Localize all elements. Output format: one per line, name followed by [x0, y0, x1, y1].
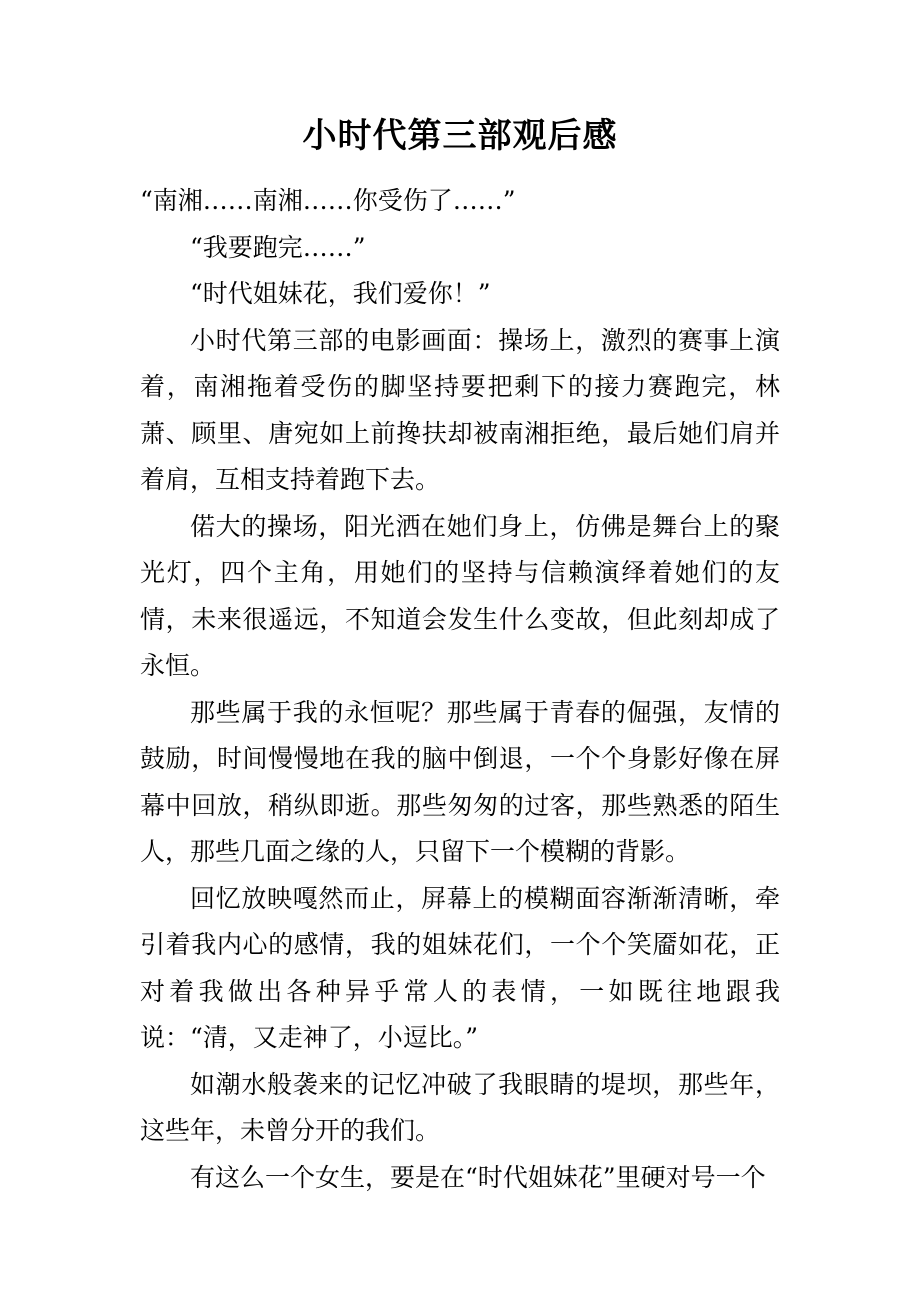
paragraph: 回忆放映嘎然而止，屏幕上的模糊面容渐渐清晰，牵引着我内心的感情，我的姐妹花们，一个个笑靥如花，正对着我做出各种异乎常人的表情，一如既往地跟我说：“清，又走神了，小逗比。”	[140, 883, 780, 1052]
paragraph: 那些属于我的永恒呢？那些属于青春的倔强，友情的鼓励，时间慢慢地在我的脑中倒退，一个个身影好像在屏幕中回放，稍纵即逝。那些匆匆的过客，那些熟悉的陌生人，那些几面之缘的人，只留下一个模糊的背影。	[140, 697, 780, 866]
paragraph: 小时代第三部的电影画面：操场上，激烈的赛事上演着，南湘拖着受伤的脚坚持要把剩下的接力赛跑完，林萧、顾里、唐宛如上前搀扶却被南湘拒绝，最后她们肩并着肩，互相支持着跑下去。	[140, 325, 780, 494]
paragraph: 如潮水般袭来的记忆冲破了我眼睛的堤坝，那些年，这些年，未曾分开的我们。	[140, 1069, 780, 1145]
paragraph: 有这么一个女生，要是在“时代姐妹花”里硬对号一个	[190, 1162, 766, 1192]
paragraph-dialogue-1: “南湘……南湘……你受伤了……”	[140, 186, 516, 215]
paragraph-dialogue-2: “我要跑完……”	[190, 232, 366, 262]
paragraph-dialogue-3: “时代姐妹花，我们爱你！”	[190, 279, 491, 308]
document-title: 小时代第三部观后感	[302, 116, 618, 156]
paragraph: 偌大的操场，阳光洒在她们身上，仿佛是舞台上的聚光灯，四个主角，用她们的坚持与信赖演绎着她们的友情，未来很遥远，不知道会发生什么变故，但此刻却成了永恒。	[140, 511, 780, 680]
document-body	[140, 178, 780, 1201]
